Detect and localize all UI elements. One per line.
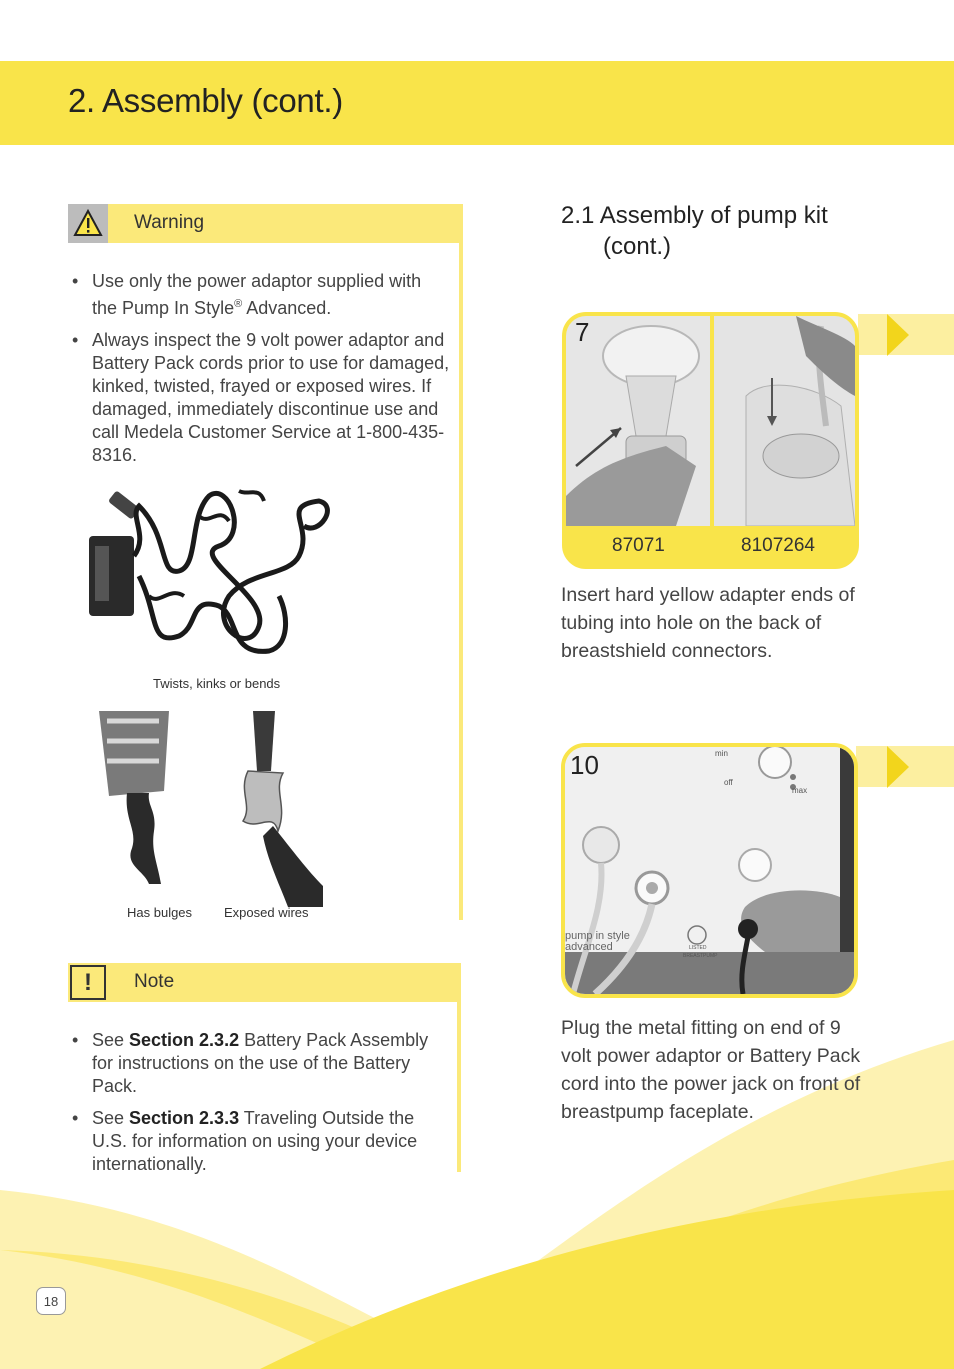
- exposed-wires-photo: [233, 711, 323, 907]
- warning-header: [68, 204, 463, 243]
- warning-icon: [68, 204, 108, 243]
- page-number: 18: [36, 1287, 66, 1315]
- caption-twists: Twists, kinks or bends: [153, 676, 281, 691]
- step-10-figure: min off max pump in style advanced LISTED BREASTPUMP: [561, 743, 858, 998]
- warning-label: Warning: [134, 212, 205, 233]
- step-7-arrow-icon: [887, 314, 909, 356]
- bulging-cord-photo: [89, 711, 177, 884]
- tangled-cord-photo: [89, 476, 339, 672]
- section-title: 2.1 Assembly of pump kit (cont.): [561, 202, 828, 260]
- list-item: • Use only the power adaptor supplied with the Pump In Style® Advanced.: [70, 270, 450, 320]
- page-title: 2. Assembly (cont.): [68, 82, 343, 119]
- caption-bulges: Has bulges: [127, 905, 193, 920]
- note-label: Note: [134, 971, 175, 992]
- note-header: [68, 963, 461, 1002]
- part-number-2: 8107264: [741, 535, 815, 556]
- note-exclamation-glyph: !: [84, 969, 92, 996]
- warning-side-rule: [459, 243, 463, 920]
- caption-exposed: Exposed wires: [224, 905, 309, 920]
- list-item: • See Section 2.3.3 Traveling Outside the U.S. for information on using your device internationally.: [70, 1107, 430, 1176]
- note-side-rule: [457, 1002, 461, 1172]
- list-item: • See Section 2.3.2 Battery Pack Assembly for instructions on the use of the Battery Pack.: [70, 1029, 430, 1098]
- step-7-number: 7: [575, 317, 590, 347]
- step-10-text: Plug the metal fitting on end of 9 volt power adaptor or Battery Pack cord into the power jack on front of breastpump faceplate.: [561, 1017, 861, 1123]
- note-list: [70, 1029, 430, 1185]
- list-item: • Always inspect the 9 volt power adaptor and Battery Pack cords prior to use for damaged, kinked, twisted, frayed or exposed wires. If damaged, immediately discontinue use and call Medela Customer Service at 1-800-435-8316.: [70, 329, 450, 467]
- step-10-number: 10: [570, 750, 599, 780]
- step-7-text: Insert hard yellow adapter ends of tubing into hole on the back of breastshield connectors.: [561, 584, 855, 662]
- part-number-1: 87071: [612, 535, 665, 556]
- warning-list: [70, 270, 450, 476]
- step-10-arrow-icon: [887, 746, 909, 788]
- step-7-figure: [562, 312, 859, 569]
